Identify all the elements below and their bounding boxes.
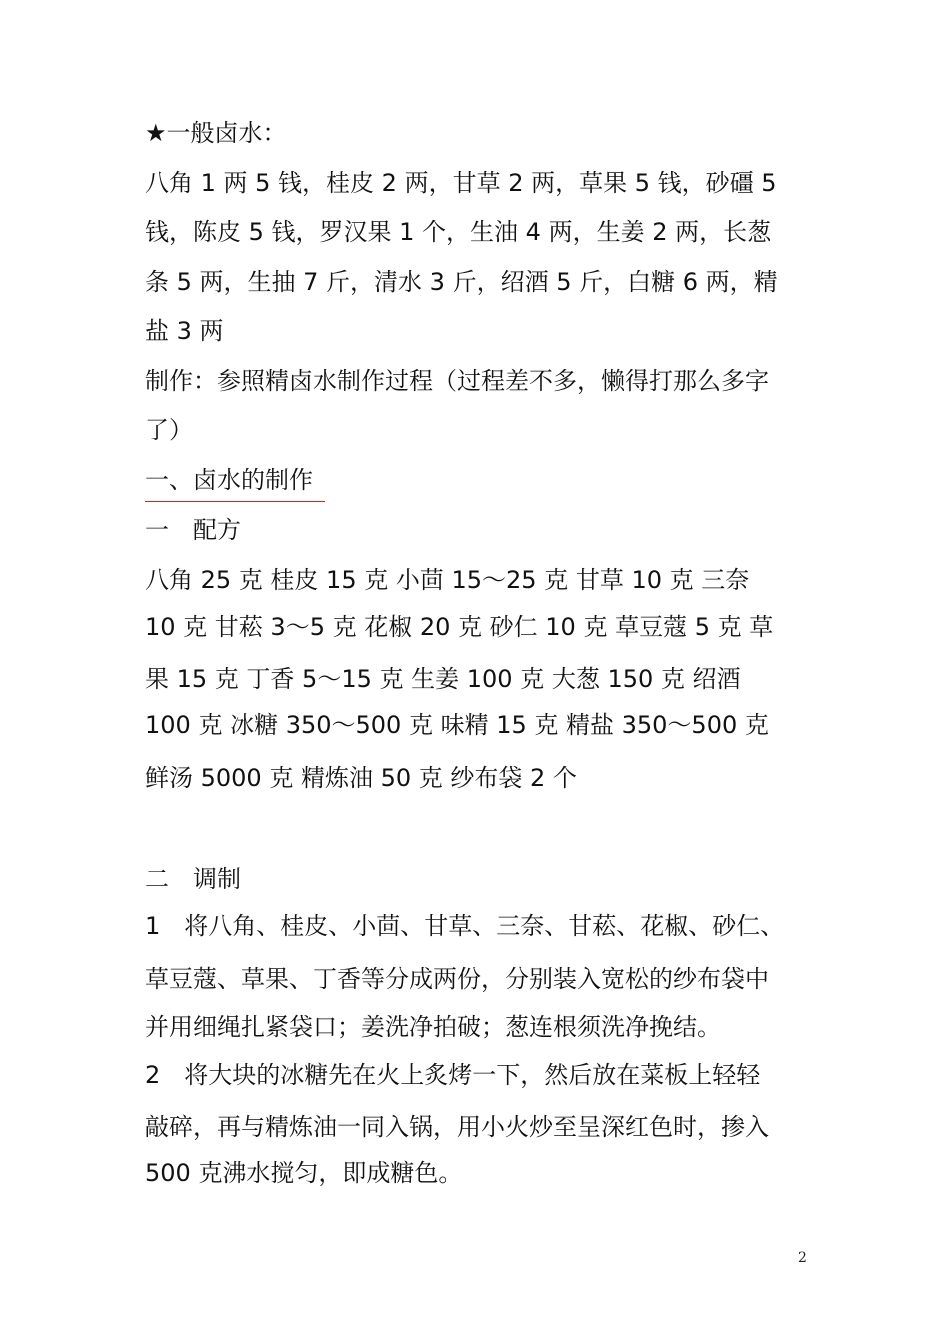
recipe-line-4: 100 克 冰糖 350～500 克 味精 15 克 精盐 350～500 克 [145, 711, 769, 739]
recipe-line-2: 10 克 甘菘 3～5 克 花椒 20 克 砂仁 10 克 草豆蔻 5 克 草 [145, 613, 774, 641]
step-2-line-1: 2 将大块的冰糖先在火上炙烤一下，然后放在菜板上轻轻 [145, 1061, 761, 1089]
step-1-line-1: 1 将八角、桂皮、小茴、甘草、三奈、甘菘、花椒、砂仁、 [145, 912, 785, 940]
recipe-line-1: 八角 25 克 桂皮 15 克 小茴 15～25 克 甘草 10 克 三奈 [145, 566, 750, 594]
page-number: 2 [798, 1250, 807, 1266]
recipe-line-5: 鲜汤 5000 克 精炼油 50 克 纱布袋 2 个 [145, 764, 577, 792]
subheading-preparation: 二 调制 [145, 865, 241, 893]
subheading-recipe: 一 配方 [145, 516, 241, 544]
step-1-line-3: 并用细绳扎紧袋口；姜洗净拍破；葱连根须洗净挽结。 [145, 1013, 721, 1041]
step-1-line-2: 草豆蔻、草果、丁香等分成两份，分别装入宽松的纱布袋中 [145, 965, 769, 993]
general-brine-ingredients-line-2: 钱，陈皮 5 钱，罗汉果 1 个，生油 4 两，生姜 2 两，长葱 [145, 218, 772, 246]
step-2-line-2: 敲碎，再与精炼油一同入锅，用小火炒至呈深红色时，掺入 [145, 1113, 769, 1141]
recipe-line-3: 果 15 克 丁香 5～15 克 生姜 100 克 大葱 150 克 绍酒 [145, 665, 741, 693]
general-brine-ingredients-line-4: 盐 3 两 [145, 317, 224, 345]
preparation-note-line-2: 了） [145, 416, 193, 444]
preparation-note-line-1: 制作：参照精卤水制作过程（过程差不多，懒得打那么多字 [145, 367, 769, 395]
general-brine-ingredients-line-3: 条 5 两，生抽 7 斤，清水 3 斤，绍酒 5 斤，白糖 6 两，精 [145, 268, 778, 296]
section-title-general-brine: ★一般卤水： [145, 119, 287, 147]
heading-underline [145, 501, 325, 502]
general-brine-ingredients-line-1: 八角 1 两 5 钱，桂皮 2 两，甘草 2 两，草果 5 钱，砂礓 5 [145, 169, 777, 197]
step-2-line-3: 500 克沸水搅匀，即成糖色。 [145, 1159, 463, 1187]
heading-brine-making: 一、卤水的制作 [145, 466, 313, 494]
